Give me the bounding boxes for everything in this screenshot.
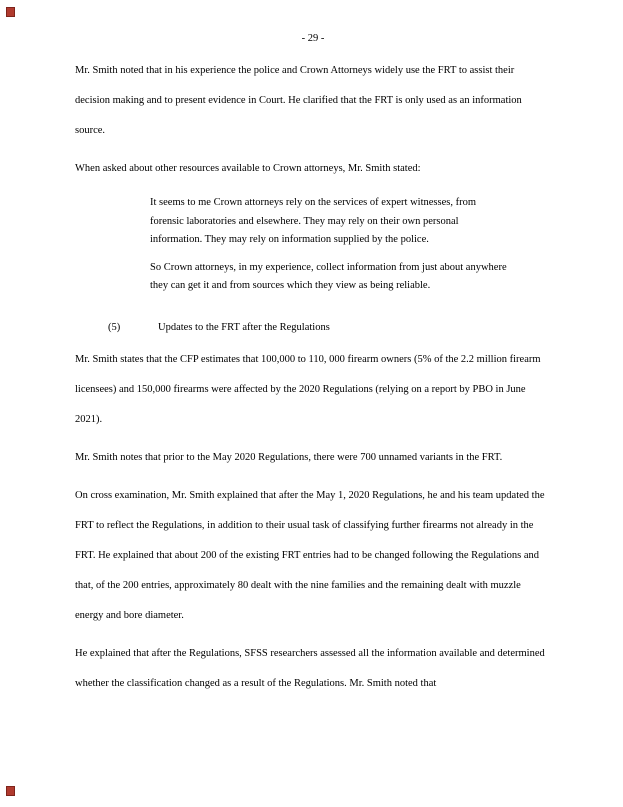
section-heading xyxy=(75,313,551,343)
block-quote-expert-witnesses: It seems to me Crown attorneys rely on the services of expert witnesses, from forensic laboratories and elsewhere. They may rely on their own personal information. They may rely on information supplied by the police. xyxy=(150,197,476,245)
red-annotation-marker-bottom-icon xyxy=(6,786,15,796)
paragraph-when-asked: When asked about other resources available to Crown attorneys, Mr. Smith stated: xyxy=(75,163,421,174)
paragraph-sfss-researchers: He explained that after the Regulations, SFSS researchers assessed all the information available and determined whether the classification changed as a result of the Regulations. Mr. Smith noted that xyxy=(75,647,545,689)
section-heading-text: Updates to the FRT after the Regulations xyxy=(158,321,330,333)
paragraph-cross-examination: On cross examination, Mr. Smith explained that after the May 1, 2020 Regulations, he and his team updated the FRT to reflect the Regulations, in addition to their usual task of classifying further firearms not already in the FRT. He explained that about 200 of the existing FRT entries had to be changed following the Regulations and that, of the 200 entries, approximately 80 dealt with the nine families and the remaining dealt with muzzle energy and bore diameter. xyxy=(75,489,545,621)
page-number: - 29 - xyxy=(301,33,325,44)
page-content xyxy=(75,30,551,699)
block-quote-crown-attorneys: So Crown attorneys, in my experience, collect information from just about anywhere they can get it and from sources which they view as being reliable. xyxy=(150,261,507,291)
paragraph-unnamed-variants: Mr. Smith notes that prior to the May 2020 Regulations, there were 700 unnamed variants in the FRT. xyxy=(75,451,503,463)
red-annotation-marker-top-icon xyxy=(6,7,15,17)
paragraph-frt-use: Mr. Smith noted that in his experience the police and Crown Attorneys widely use the FRT to assist their decision making and to present evidence in Court. He clarified that the FRT is only used as an information source. xyxy=(75,65,522,136)
paragraph-cfp-estimates: Mr. Smith states that the CFP estimates that 100,000 to 110, 000 firearm owners (5% of the 2.2 million firearm licensees) and 150,000 firearms were affected by the 2020 Regulations (relying on a report by PBO in June 2021). xyxy=(75,353,541,425)
section-heading-number: (5) xyxy=(108,321,121,333)
